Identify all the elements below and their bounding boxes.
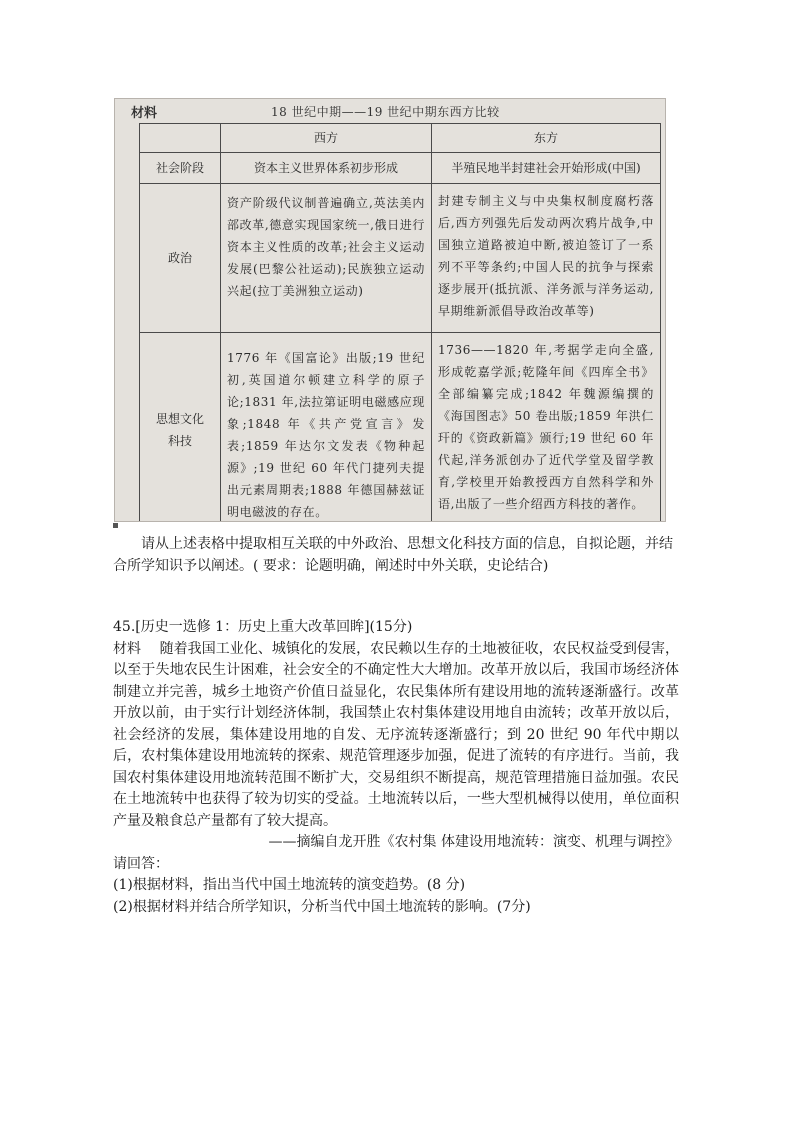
east-cell: 半殖民地半封建社会开始形成(中国) [432,153,661,184]
row-label: 政治 [140,184,221,333]
comparison-table [139,123,661,522]
essay-prompt: 请从上述表格中提取相互关联的中外政治、思想文化科技方面的信息，自拟论题，并结合所学知识予以阐述。( 要求：论题明确，阐述时中外关联，史论结合) [113,536,673,574]
east-cell: 封建专制主义与中央集权制度腐朽落后,西方列强先后发动两次鸦片战争,中国独立道路被迫中断,被迫签订了一系列不平等条约;中国人民的抗争与探索逐步展开(抵抗派、洋务派与洋务运动,早期维新派倡导政治改革等) [432,184,661,333]
scan-title-row [115,99,665,123]
west-cell: 1776 年《国富论》出版;19 世纪初,英国道尔顿建立科学的原子论;1831 年,法拉第证明电磁感应现象;1848 年《共产党宣言》发表;1859 年达尔文发表《物种起源》;19 世纪 60 年代门捷列夫提出元素周期表;1888 年德国赫兹证明电磁波的存在。 [221,333,432,523]
header-blank-cell [140,124,221,153]
table-row [140,153,661,184]
west-cell: 资本主义世界体系初步形成 [221,153,432,184]
west-cell: 资产阶级代议制普遍确立,英法美内部改革,德意实现国家统一,俄日进行资本主义性质的改革;社会主义运动发展(巴黎公社运动);民族独立运动兴起(拉丁美洲独立运动) [221,184,432,333]
east-cell: 1736——1820 年,考据学走向全盛,形成乾嘉学派;乾隆年间《四库全书》全部编纂完成;1842 年魏源编撰的《海国图志》50 卷出版;1859 年洪仁玕的《资政新篇》颁行;19 世纪 60 年代起,洋务派创办了近代学堂及留学教育,学校里开始教授西方自然科学和外语,出版了一些介绍西方科技的著作。 [432,333,661,523]
scanned-table-image [114,98,666,522]
marker-square [113,523,118,528]
material-paragraph: 材料 随着我国工业化、城镇化的发展，农民赖以生存的土地被征收，农民权益受到侵害，以至于失地农民生计困难，社会安全的不确定性大大增加。改革开放以后，我国市场经济体制建立并完善，城乡土地资产价值日益显化，农民集体所有建设用地的流转逐渐盛行。改革开放以前，由于实行计划经济体制，我国禁止农村集体建设用地自由流转；改革开放以后，社会经济的发展，集体建设用地的自发、无序流转逐渐盛行；到 20 世纪 90 年代中期以后，农村集体建设用地流转的探索、规范管理逐步加强，促进了流转的有序进行。当前，我国农村集体建设用地流转范围不断扩大，交易组织不断提高，规范管理措施日益加强。农民在土地流转中也获得了较为切实的受益。土地流转以后，一些大型机械得以使用，单位面积产量及粮食总产量都有了较大提高。 [113,640,679,829]
material-source: ——摘编自龙开胜《农村集 体建设用地流转：演变、机理与调控》 [268,834,679,850]
answer-prompt: 请回答： [113,855,169,872]
table-header-row [140,124,661,153]
table-title: 18 世纪中期——19 世纪中期东西方比较 [271,105,500,119]
row-label: 社会阶段 [140,153,221,184]
question-45 [113,617,679,918]
table-row [140,184,661,333]
material-label: 材料 [131,106,158,121]
header-west: 西方 [221,124,432,153]
header-east: 东方 [432,124,661,153]
row-label: 思想文化科技 [140,333,221,523]
sub-question-1: (1)根据材料，指出当代中国土地流转的演变趋势。(8 分) [113,877,466,893]
question-heading: 45.[历史一选修 1：历史上重大改革回眸](15分) [113,619,413,635]
sub-question-2: (2)根据材料并结合所学知识，分析当代中国土地流转的影响。(7分) [113,898,531,915]
table-row [140,333,661,523]
